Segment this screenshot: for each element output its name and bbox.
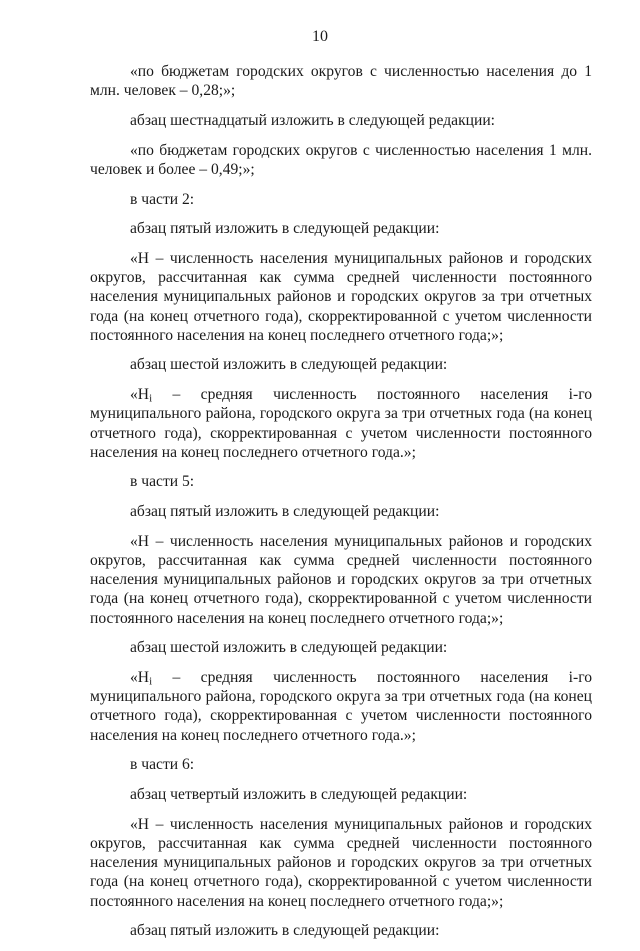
paragraph-quote: [90, 668, 592, 745]
paragraph-instruction: абзац шестой изложить в следующей редакции:: [130, 639, 448, 657]
document-body: [90, 62, 592, 951]
paragraph-text: – средняя численность постоянного населения i-го муниципального района, городского округа за три отчетных года (на конец отчетного года), скорректированная с учетом численности постоянного населения на конец последнего отчетного года.»;: [90, 669, 592, 744]
paragraph-quote: [90, 385, 592, 462]
paragraph-instruction: абзац шестой изложить в следующей редакции:: [130, 356, 448, 374]
paragraph-quote: «по бюджетам городских округов с численностью населения до 1 млн. человек – 0,28;»;: [90, 63, 592, 100]
paragraph-instruction: в части 2:: [130, 190, 195, 208]
paragraph-text: – средняя численность постоянного населения i-го муниципального района, городского округа за три отчетных года (на конец отчетного года), скорректированная с учетом численности постоянного населения на конец последнего отчетного года.»;: [90, 386, 592, 461]
paragraph-quote: «Н – численность населения муниципальных районов и городских округов, рассчитанная как сумма средней численности постоянного населения муниципальных районов и городских округов за три отчетных года (на конец отчетного года), скорректированной с учетом численности постоянного населения на конец последнего отчетного года;»;: [90, 815, 592, 910]
paragraph-quote: «по бюджетам городских округов с численностью населения 1 млн. человек и более – 0,49;»;: [90, 141, 592, 178]
paragraph-instruction: абзац пятый изложить в следующей редакции:: [130, 922, 440, 940]
paragraph-quote: «Н – численность населения муниципальных районов и городских округов, рассчитанная как сумма средней численности постоянного населения муниципальных районов и городских округов за три отчетных года (на конец отчетного года), скорректированной с учетом численности постоянного населения на конец последнего отчетного года;»;: [90, 532, 592, 627]
formula-subscript: i: [149, 392, 153, 405]
paragraph-instruction: абзац шестнадцатый изложить в следующей редакции:: [130, 111, 496, 129]
formula-symbol: «Н: [130, 669, 150, 687]
page-number: 10: [312, 28, 328, 45]
paragraph-instruction: в части 6:: [130, 756, 195, 774]
paragraph-instruction: абзац четвертый изложить в следующей редакции:: [130, 786, 468, 804]
paragraph-instruction: абзац пятый изложить в следующей редакции:: [130, 220, 440, 238]
paragraph-instruction: абзац пятый изложить в следующей редакции:: [130, 503, 440, 521]
paragraph-instruction: в части 5:: [130, 473, 195, 491]
formula-subscript: i: [149, 675, 153, 688]
paragraph-quote: «Н – численность населения муниципальных районов и городских округов, рассчитанная как сумма средней численности постоянного населения муниципальных районов и городских округов за три отчетных года (на конец отчетного года), скорректированной с учетом численности постоянного населения на конец последнего отчетного года;»;: [90, 249, 592, 344]
formula-symbol: «Н: [130, 386, 150, 404]
